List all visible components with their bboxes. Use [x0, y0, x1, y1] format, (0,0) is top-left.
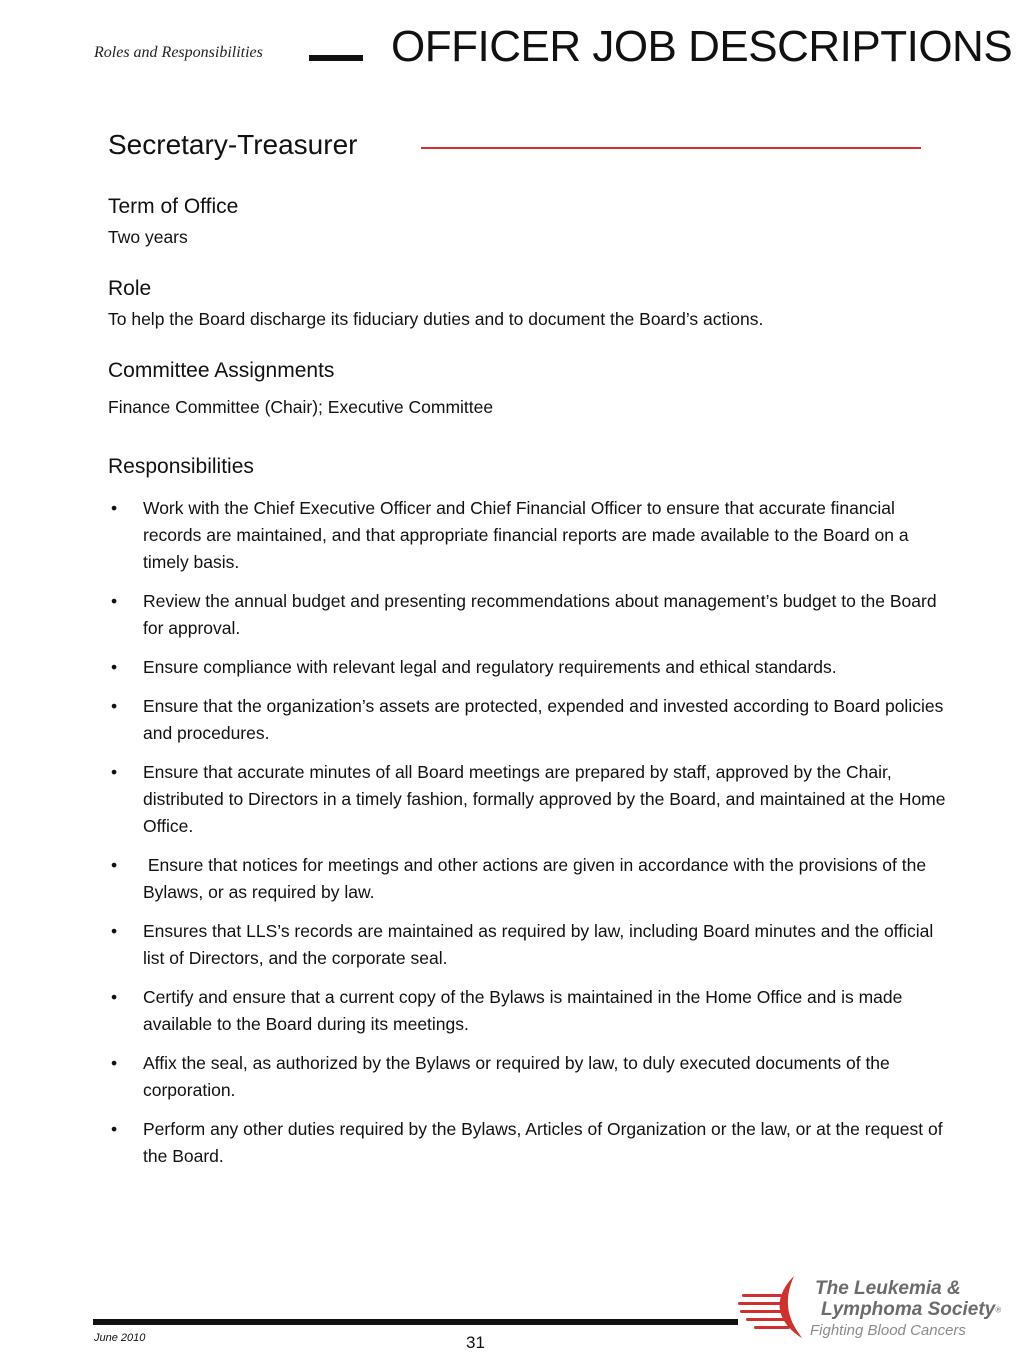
committees-heading: Committee Assignments	[108, 359, 335, 382]
bullet-icon: •	[111, 591, 118, 611]
list-item	[108, 918, 948, 972]
bullet-icon: •	[111, 1053, 118, 1073]
bullet-icon: •	[111, 498, 118, 518]
list-item-text: Ensures that LLS’s records are maintained as required by law, including Board minutes and the official list of Directors, and the corporate seal.	[143, 921, 934, 968]
bullet-icon: •	[111, 855, 118, 875]
list-item	[108, 654, 948, 681]
term-text: Two years	[108, 227, 188, 247]
footer-date: June 2010	[94, 1332, 146, 1344]
list-item-text: Ensure that accurate minutes of all Board meetings are prepared by staff, approved by the Chair, distributed to Directors in a timely fashion, formally approved by the Board, and maintained at the Home Office.	[143, 762, 946, 836]
list-item	[108, 495, 948, 576]
list-item	[108, 852, 948, 906]
logo-wordmark	[815, 1278, 1001, 1320]
list-item	[108, 759, 948, 840]
section-rule	[421, 147, 921, 149]
bullet-icon: •	[111, 1119, 118, 1139]
list-item-text: Certify and ensure that a current copy of the Bylaws is maintained in the Home Office and is made available to the Board during its meetings.	[143, 987, 903, 1034]
logo-tagline: Fighting Blood Cancers	[810, 1322, 966, 1339]
term-heading: Term of Office	[108, 195, 239, 218]
role-heading: Role	[108, 277, 152, 300]
page-number: 31	[466, 1333, 485, 1352]
section-title: Secretary-Treasurer	[108, 129, 358, 160]
list-item-text: Review the annual budget and presenting recommendations about management’s budget to the Board for approval.	[143, 591, 937, 638]
list-item-text: Ensure that the organization’s assets are protected, expended and invested according to Board policies and procedures.	[143, 696, 944, 743]
committees-text: Finance Committee (Chair); Executive Committee	[108, 397, 494, 417]
logo-name-line2: Lymphoma Society	[821, 1299, 996, 1320]
list-item-text: Ensure that notices for meetings and other actions are given in accordance with the provisions of the Bylaws, or as required by law.	[143, 855, 931, 902]
list-item-text: Work with the Chief Executive Officer and Chief Financial Officer to ensure that accurate financial records are maintained, and that appropriate financial reports are made available to the Board on a timely basis.	[143, 498, 909, 572]
responsibilities-heading: Responsibilities	[108, 455, 254, 478]
bullet-icon: •	[111, 987, 118, 1007]
footer-rule	[93, 1319, 738, 1325]
bullet-icon: •	[111, 762, 118, 782]
bullet-icon: •	[111, 696, 118, 716]
list-item	[108, 1050, 948, 1104]
lls-flame-logo-icon	[736, 1272, 806, 1342]
responsibilities-list	[108, 495, 948, 1182]
list-item-text: Affix the seal, as authorized by the Bylaws or required by law, to duly executed documents of the corporation.	[143, 1053, 890, 1100]
list-item	[108, 984, 948, 1038]
registered-mark: ®	[995, 1305, 1002, 1315]
bullet-icon: •	[111, 657, 118, 677]
list-item	[108, 693, 948, 747]
list-item	[108, 1116, 948, 1170]
header-divider	[309, 55, 363, 61]
list-item	[108, 588, 948, 642]
header-kicker: Roles and Responsibilities	[94, 44, 263, 61]
list-item-text: Perform any other duties required by the Bylaws, Articles of Organization or the law, or at the request of the Board.	[143, 1119, 943, 1166]
list-item-text: Ensure compliance with relevant legal and regulatory requirements and ethical standards.	[143, 657, 837, 677]
logo-name-line1: The Leukemia &	[815, 1278, 961, 1299]
page-title: OFFICER JOB DESCRIPTIONS	[391, 22, 1013, 71]
bullet-icon: •	[111, 921, 118, 941]
role-text: To help the Board discharge its fiduciary duties and to document the Board’s actions.	[108, 309, 764, 329]
